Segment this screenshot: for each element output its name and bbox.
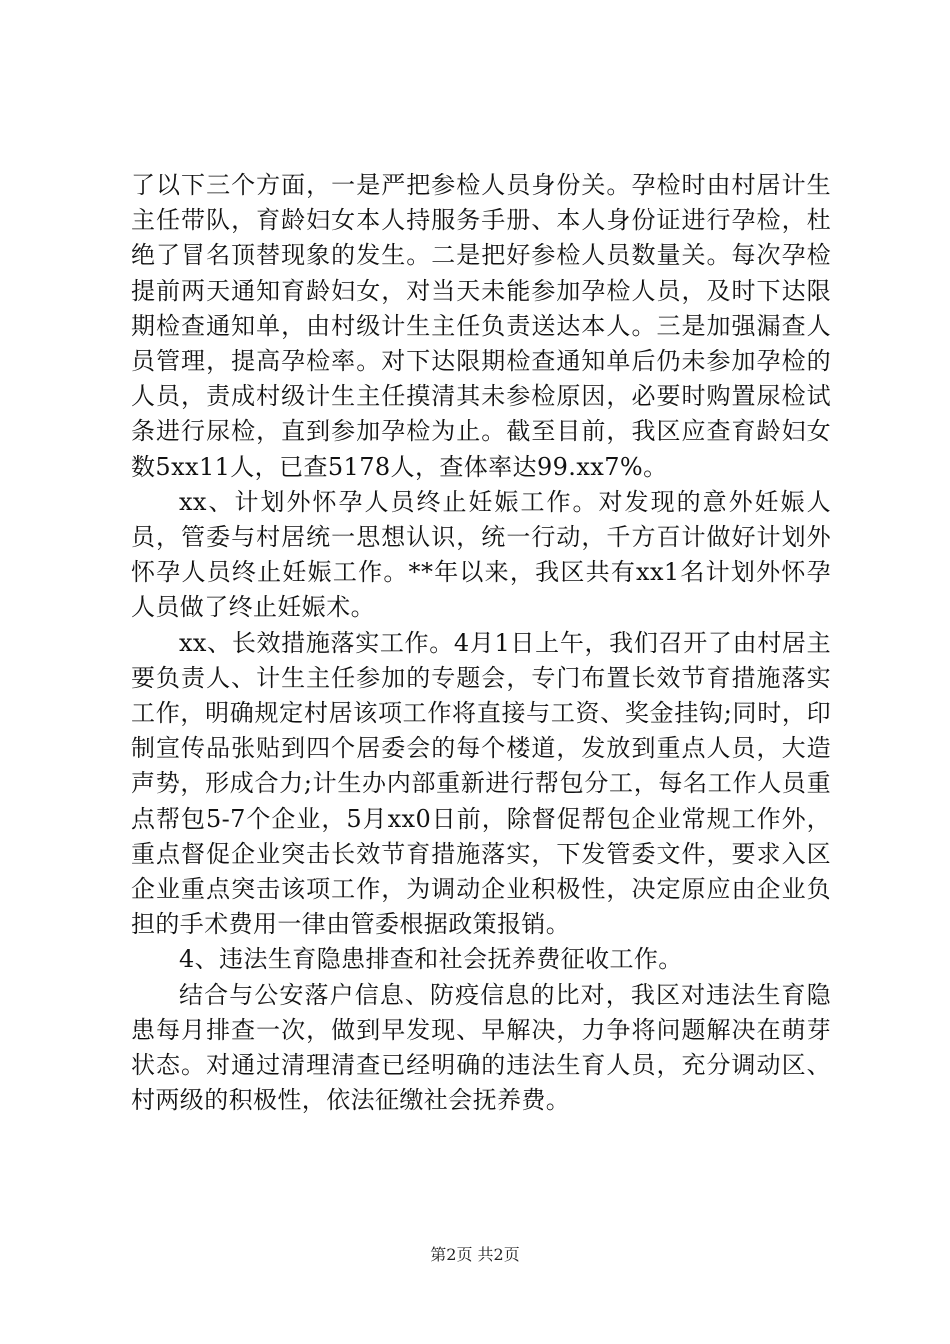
paragraph: 结合与公安落户信息、防疫信息的比对，我区对违法生育隐患每月排查一次，做到早发现、早解决，力争将问题解决在萌芽状态。对通过清理清查已经明确的违法生育人员，充分调动区、村两级的积极性，依法征缴社会抚养费。 [131,980,831,1115]
paragraph: 了以下三个方面，一是严把参检人员身份关。孕检时由村居计生主任带队，育龄妇女本人持服务手册、本人身份证进行孕检，杜绝了冒名顶替现象的发生。二是把好参检人员数量关。每次孕检提前两天通知育龄妇女，对当天未能参加孕检人员，及时下达限期检查通知单，由村级计生主任负责送达本人。三是加强漏查人员管理，提高孕检率。对下达限期检查通知单后仍未参加孕检的人员，责成村级计生主任摸清其未参检原因，必要时购置尿检试条进行尿检，直到参加孕检为止。截至目前，我区应查育龄妇女数5xx11人，已查5178人，查体率达99.xx7%。 [131,171,831,481]
section-heading: 4、违法生育隐患排查和社会抚养费征收工作。 [179,945,683,974]
paragraph: xx、计划外怀孕人员终止妊娠工作。对发现的意外妊娠人员，管委与村居统一思想认识，统一行动，千方百计做好计划外怀孕人员终止妊娠工作。**年以来，我区共有xx1名计划外怀孕人员做了终止妊娠术。 [131,487,831,622]
page-number-footer: 第2页 共2页 [430,1245,520,1264]
paragraph: xx、长效措施落实工作。4月1日上午，我们召开了由村居主要负责人、计生主任参加的专题会，专门布置长效节育措施落实工作，明确规定村居该项工作将直接与工资、奖金挂钩;同时，印制宣传品张贴到四个居委会的每个楼道，发放到重点人员，大造声势，形成合力;计生办内部重新进行帮包分工，每名工作人员重点帮包5-7个企业，5月xx0日前，除督促帮包企业常规工作外，重点督促企业突击长效节育措施落实，下发管委文件，要求入区企业重点突击该项工作，为调动企业积极性，决定原应由企业负担的手术费用一律由管委根据政策报销。 [131,628,831,939]
document-body [131,168,831,1118]
